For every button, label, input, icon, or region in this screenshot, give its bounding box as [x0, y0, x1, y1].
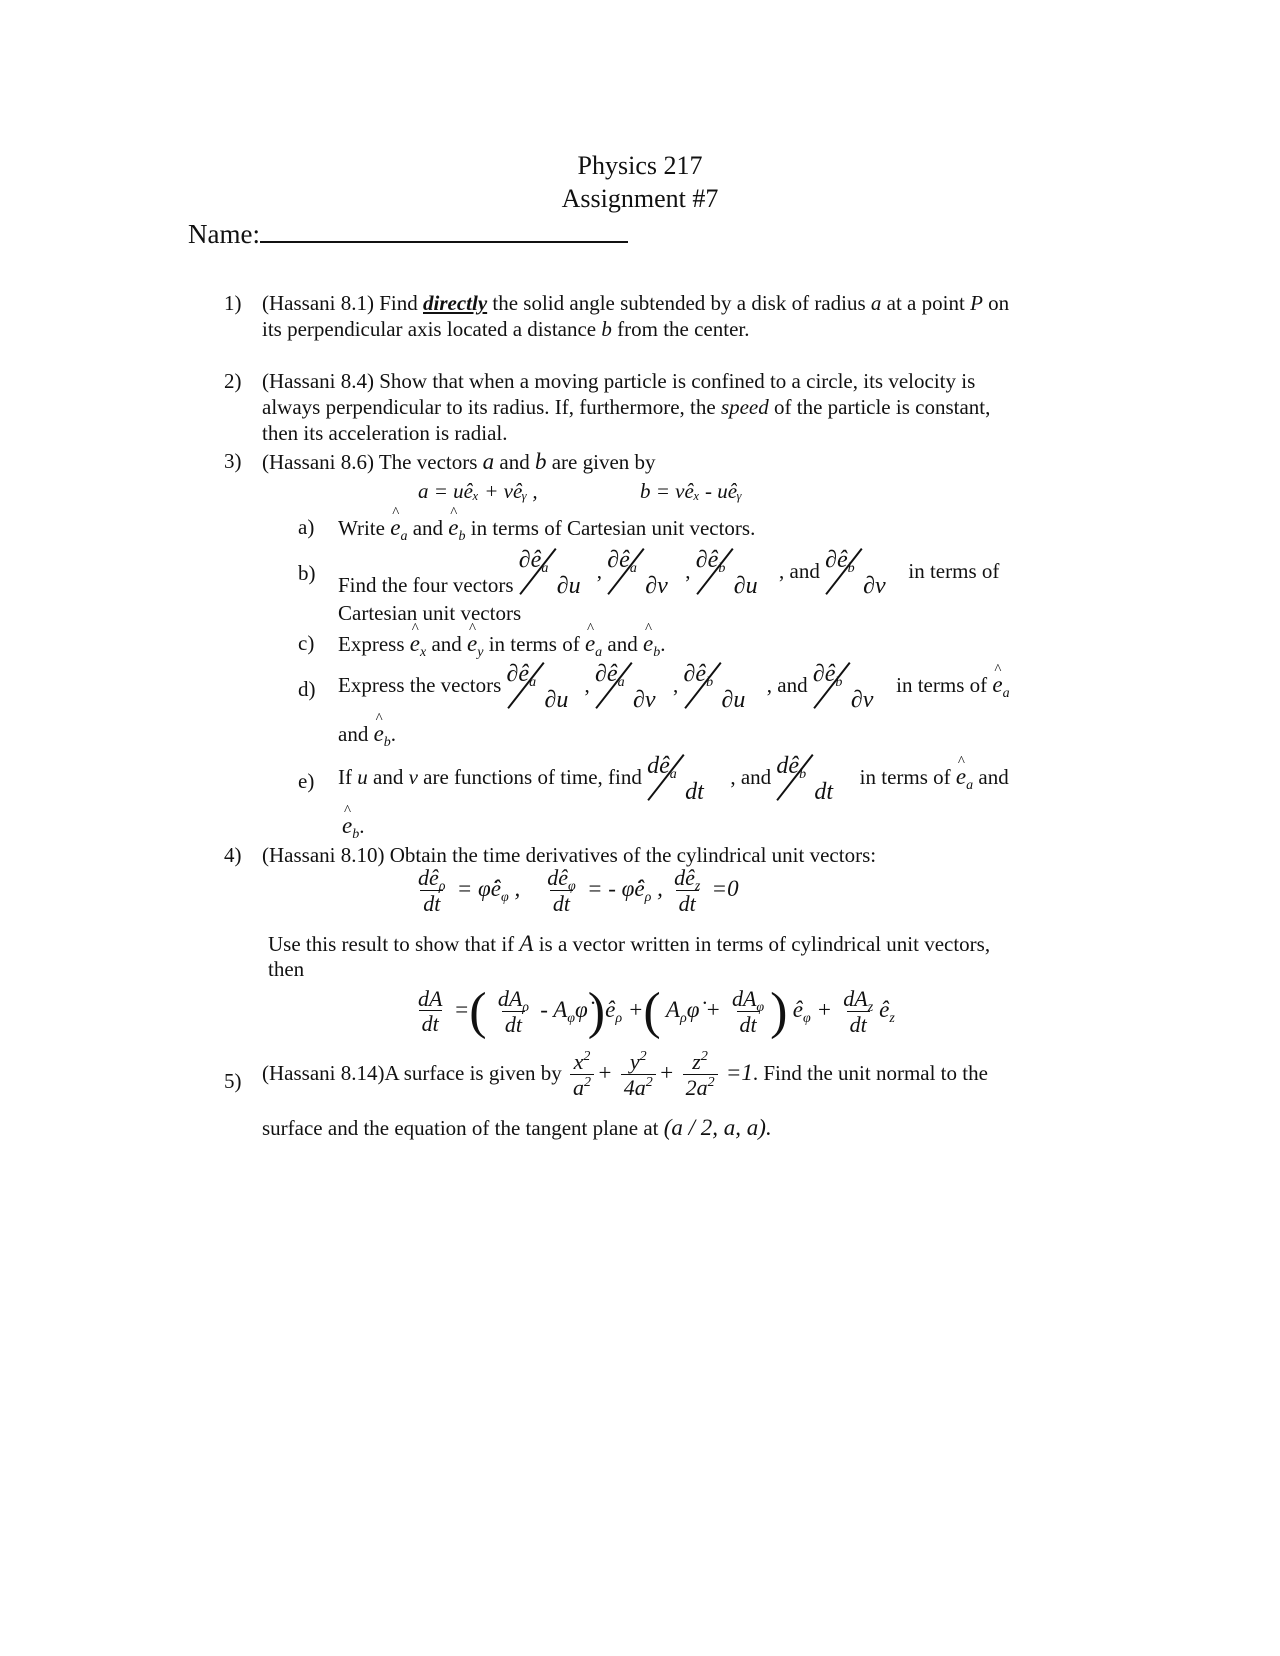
e-hat-a: ^ $e_a$ — [956, 764, 973, 789]
text: If — [338, 764, 358, 789]
vector-derivative-equation: $\frac{dA}{dt}$ =( $\frac{dA_\rho}{dt}$ - $A_\varphi\varphi̇)ê_\rho$ +( $A_\rho\varphi̇$ + $\frac{dA_\varphi}{dt}$ ) $ê_\varphi$ + $\frac{dA_z}{dt}$ $ê_z$ — [412, 986, 895, 1038]
text: and — [407, 516, 449, 540]
name-field — [188, 218, 628, 251]
text: are functions of time, find — [417, 764, 642, 789]
var: v — [408, 764, 418, 789]
fraction-de-z: $\frac{dê_z}{dt}$ — [674, 865, 701, 916]
text: surface and the equation of the tangent plane at — [262, 1116, 664, 1140]
problem-2-line-2 — [262, 394, 990, 420]
text: in terms of — [908, 558, 1000, 583]
part-a-label: a) — [298, 515, 315, 539]
problem-4-use — [268, 930, 990, 959]
part-e-text — [338, 752, 1009, 806]
text: in terms of — [483, 632, 585, 656]
var: u — [357, 764, 368, 789]
text: and — [494, 450, 535, 474]
text: . — [359, 814, 365, 838]
problem-2-line-3: then its acceleration is radial. — [262, 421, 508, 445]
fraction-y2-4a2: $\frac{y^2}{4a^2}$ — [621, 1050, 656, 1100]
part-d-text-2 — [338, 720, 396, 749]
e-hat-b: ^ $e_b$ — [643, 631, 660, 656]
problem-4-number: 4) — [224, 843, 242, 867]
e-hat-b: ^ $e_b$ — [448, 515, 465, 540]
e-hat-a: ^ $e_a$ — [585, 631, 602, 656]
partial-ea-v: $\partial ê_a$ ∂v — [595, 661, 656, 713]
problem-3-intro — [262, 448, 656, 477]
var: b — [601, 317, 612, 341]
cylindrical-derivative-equations — [412, 866, 739, 916]
partial-ea-u: $\partial ê_a$ ∂u — [518, 547, 581, 599]
e-hat-b: ^ $e_b$ — [342, 813, 359, 838]
text: and — [426, 632, 468, 656]
text: are given by — [546, 450, 656, 474]
fraction-dAz-dt: $\frac{dA_z}{dt}$ — [843, 986, 874, 1037]
text: Express — [338, 632, 410, 656]
problem-4-intro: (Hassani 8.10) Obtain the time derivatives of the cylindrical unit vectors: — [262, 843, 877, 867]
e-hat-x: ^ $e_x$ — [410, 631, 426, 656]
text: and — [602, 632, 643, 656]
course-title: Physics 217 — [577, 151, 703, 180]
text: the solid angle subtended by a disk of radius — [487, 291, 871, 315]
fraction-de-phi: $\frac{dê_\varphi}{dt}$ — [547, 865, 576, 916]
hat: ^ e — [390, 514, 400, 543]
text: , and — [766, 672, 808, 697]
hat: ^ e — [448, 514, 458, 543]
problem-1-line-1 — [262, 290, 1009, 316]
name-blank-line — [260, 219, 628, 243]
part-e-text-2 — [342, 812, 364, 841]
partial-eb-v: $\partial ê_b$ ∂v — [825, 547, 886, 599]
text: in terms of Cartesian unit vectors. — [465, 516, 756, 540]
text: always perpendicular to its radius. If, furthermore, the — [262, 395, 721, 419]
part-d-text: Express the vectors $\partial ê_a$ ∂u , $\partial ê_a$ ∂v , $\partial ê_b$ ∂u , and $\partial ê_b$ ∂v in terms of ^ $e_a$ — [338, 660, 1010, 714]
text: in terms of — [896, 672, 993, 697]
assignment-title: Assignment #7 — [561, 184, 719, 213]
var: a — [870, 291, 882, 315]
problem-3-number: 3) — [224, 449, 242, 473]
part-b-label: b) — [298, 561, 316, 585]
text: in terms of — [859, 764, 956, 789]
text: , and — [779, 558, 820, 583]
problem-5-line-1: (Hassani 8.14)A surface is given by $\frac{x^2}{a^2}$ + $\frac{y^2}{4a^2}$ + $\frac{z^2}{2a^2}$ =1. Find the unit normal to the — [262, 1049, 988, 1100]
partial-eb-v: $\partial ê_b$ ∂v — [812, 661, 874, 713]
text: Write — [338, 516, 391, 540]
fraction-de-rho: $\frac{dê_\rho}{dt}$ — [418, 865, 446, 916]
partial-eb-u: $\partial ê_b$ ∂u — [695, 547, 758, 599]
part-e-label: e) — [298, 769, 315, 793]
fraction-dA-dt: $\frac{dA}{dt}$ — [418, 986, 443, 1037]
text: its perpendicular axis located a distance — [262, 317, 602, 341]
text: at a point — [881, 291, 971, 315]
text: is a vector written in terms of cylindrical unit vectors, — [533, 932, 991, 956]
part-d-label: d) — [298, 677, 316, 701]
fraction-x2-a2: $\frac{x^2}{a^2}$ — [570, 1050, 594, 1100]
partial-eb-u: $\partial ê_b$ ∂u — [683, 661, 746, 713]
text: , and — [730, 764, 772, 789]
equals-one: =1 — [725, 1059, 753, 1085]
text: and — [367, 764, 409, 789]
e-hat-y: ^ $e_y$ — [467, 631, 483, 656]
rhs-rho: = $\varphi̇ê_\varphi$ , — [456, 875, 521, 905]
e-hat-a: ^ $e_a$ — [992, 672, 1009, 697]
text: . Find the unit normal to the — [752, 1060, 988, 1085]
rhs-phi: = - $\varphi̇ê_\rho$ , — [586, 875, 663, 905]
fraction-z2-2a2: $\frac{z^2}{2a^2}$ — [683, 1050, 718, 1100]
text: (Hassani 8.6) The vectors — [262, 450, 483, 474]
e-hat-b: ^ $e_b$ — [374, 721, 391, 746]
name-label: Name: — [188, 219, 260, 249]
var: A — [519, 931, 534, 956]
rhs-z: =0 — [711, 875, 739, 901]
e-hat-a: ^ $e_a$ — [390, 515, 407, 540]
part-c-text — [338, 630, 665, 659]
text: Find the four vectors — [338, 572, 514, 597]
part-a-text — [338, 514, 755, 543]
text: . — [660, 632, 666, 656]
fraction-dArho-dt: $\frac{dA_\rho}{dt}$ — [497, 986, 529, 1037]
text: (Hassani 8.1) Find — [262, 291, 423, 315]
var: P — [970, 291, 983, 315]
emphasis-directly: directly — [423, 291, 488, 315]
problem-5-number: 5) — [224, 1069, 242, 1093]
problem-1-number: 1) — [224, 291, 242, 315]
problem-2-line-1: (Hassani 8.4) Show that when a moving particle is confined to a circle, its velocity is — [262, 369, 976, 393]
text: of the particle is constant, — [768, 395, 991, 419]
equation-b: b = vêₓ - uêᵧ — [640, 479, 742, 503]
fraction-dAphi-dt: $\frac{dA_\varphi}{dt}$ — [731, 986, 765, 1037]
text: Express the vectors — [338, 672, 502, 697]
partial-ea-u: $\partial ê_a$ ∂u — [506, 661, 569, 713]
problem-5-line-2 — [262, 1114, 772, 1143]
text: Use this result to show that if — [268, 932, 520, 956]
text: and — [973, 764, 1009, 789]
part-b-text-2: Cartesian unit vectors — [338, 601, 522, 625]
emphasis-speed: speed — [720, 395, 769, 419]
text: on — [982, 291, 1010, 315]
text: . — [390, 722, 397, 746]
text: (Hassani 8.14)A surface is given by — [262, 1060, 562, 1085]
problem-4-then: then — [268, 957, 305, 981]
text: and — [338, 722, 374, 746]
part-b-text: Find the four vectors $\partial ê_a$ ∂u , $\partial ê_a$ ∂v , $\partial ê_b$ ∂u , and $\partial ê_b$ ∂v in terms of — [338, 547, 1000, 599]
partial-ea-v: $\partial ê_a$ ∂v — [607, 547, 668, 599]
problem-1-line-2 — [262, 316, 749, 342]
deriv-eb-t: $dê_b$ dt — [776, 753, 834, 805]
equation-a: a = uêₓ + vêᵧ , — [418, 479, 538, 503]
var: a — [482, 449, 495, 474]
var: b — [534, 449, 547, 474]
part-c-label: c) — [298, 631, 315, 655]
deriv-ea-t: $dê_a$ dt — [647, 753, 704, 805]
problem-2-number: 2) — [224, 369, 242, 393]
text: from the center. — [611, 317, 750, 341]
tangent-point: (a / 2, a, a). — [663, 1115, 772, 1140]
